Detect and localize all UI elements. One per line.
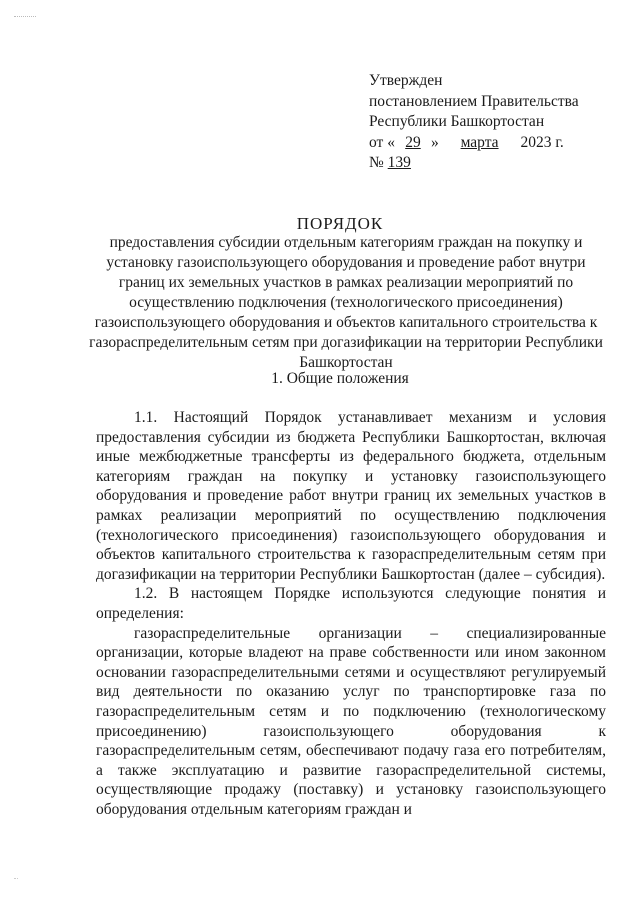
scan-mark [14,16,36,19]
date-year: 2023 г. [520,133,564,151]
approval-line: Утвержден [369,72,443,89]
approval-number [369,153,629,174]
approval-block [369,71,629,174]
date-prefix: от « [369,133,395,151]
paragraph: газораспределительные организации – специализированные организации, которые владеют на праве собственности или ином законном основании газораспределительными сетями и осуществляют регулируемый вид деятельности по оказанию услуг по транспортировке газа по газораспределительным сетям и по подключению (технологическому присоединению) газоиспользующего оборудования к газораспределительным сетям, обеспечивают подачу газа его потребителям, а также эксплуатацию и развитие газораспределительной системы, осуществляющие продажу (поставку) и установку газоиспользующего оборудования отдельным категориям граждан и [96,624,606,818]
document-body [96,408,606,819]
approval-date [369,133,629,154]
scan-mark [14,878,18,881]
approval-line: Республики Башкортостан [369,113,545,130]
approval-line: постановлением Правительства [369,92,579,110]
paragraph: 1.1. Настоящий Порядок устанавливает механизм и условия предоставления субсидии из бюджета Республики Башкортостан, включая иные межбюджетные трансферты из федерального бюджета, отдельным категориям граждан на покупку и установку газоиспользующего оборудования и проведение работ внутри границ их земельных участков в рамках реализации мероприятий по осуществлению подключения (технологического присоединения) газоиспользующего оборудования и объектов капитального строительства к газораспределительным сетям при догазификации на территории Республики Башкортостан (далее – субсидия). [96,409,606,583]
number-value: 139 [387,154,411,171]
paragraph: 1.2. В настоящем Порядке используются следующие понятия и определения: [96,585,606,622]
document-title: ПОРЯДОК [296,214,384,233]
section-heading: 1. Общие положения [271,370,409,387]
document-subtitle: предоставления субсидии отдельным категориям граждан на покупку и установку газоиспользующего оборудования и проведение работ внутри границ их земельных участков в рамках реализации мероприятий по осуществлению подключения (технологического присоединения) газоиспользующего оборудования и объектов капитального строительства к газораспределительным сетям при догазификации на территории Республики Башкортостан [89,234,603,371]
date-month: марта [460,133,499,151]
date-day: 29 [405,133,421,151]
number-prefix: № [369,154,384,171]
date-mid: » [430,133,439,151]
